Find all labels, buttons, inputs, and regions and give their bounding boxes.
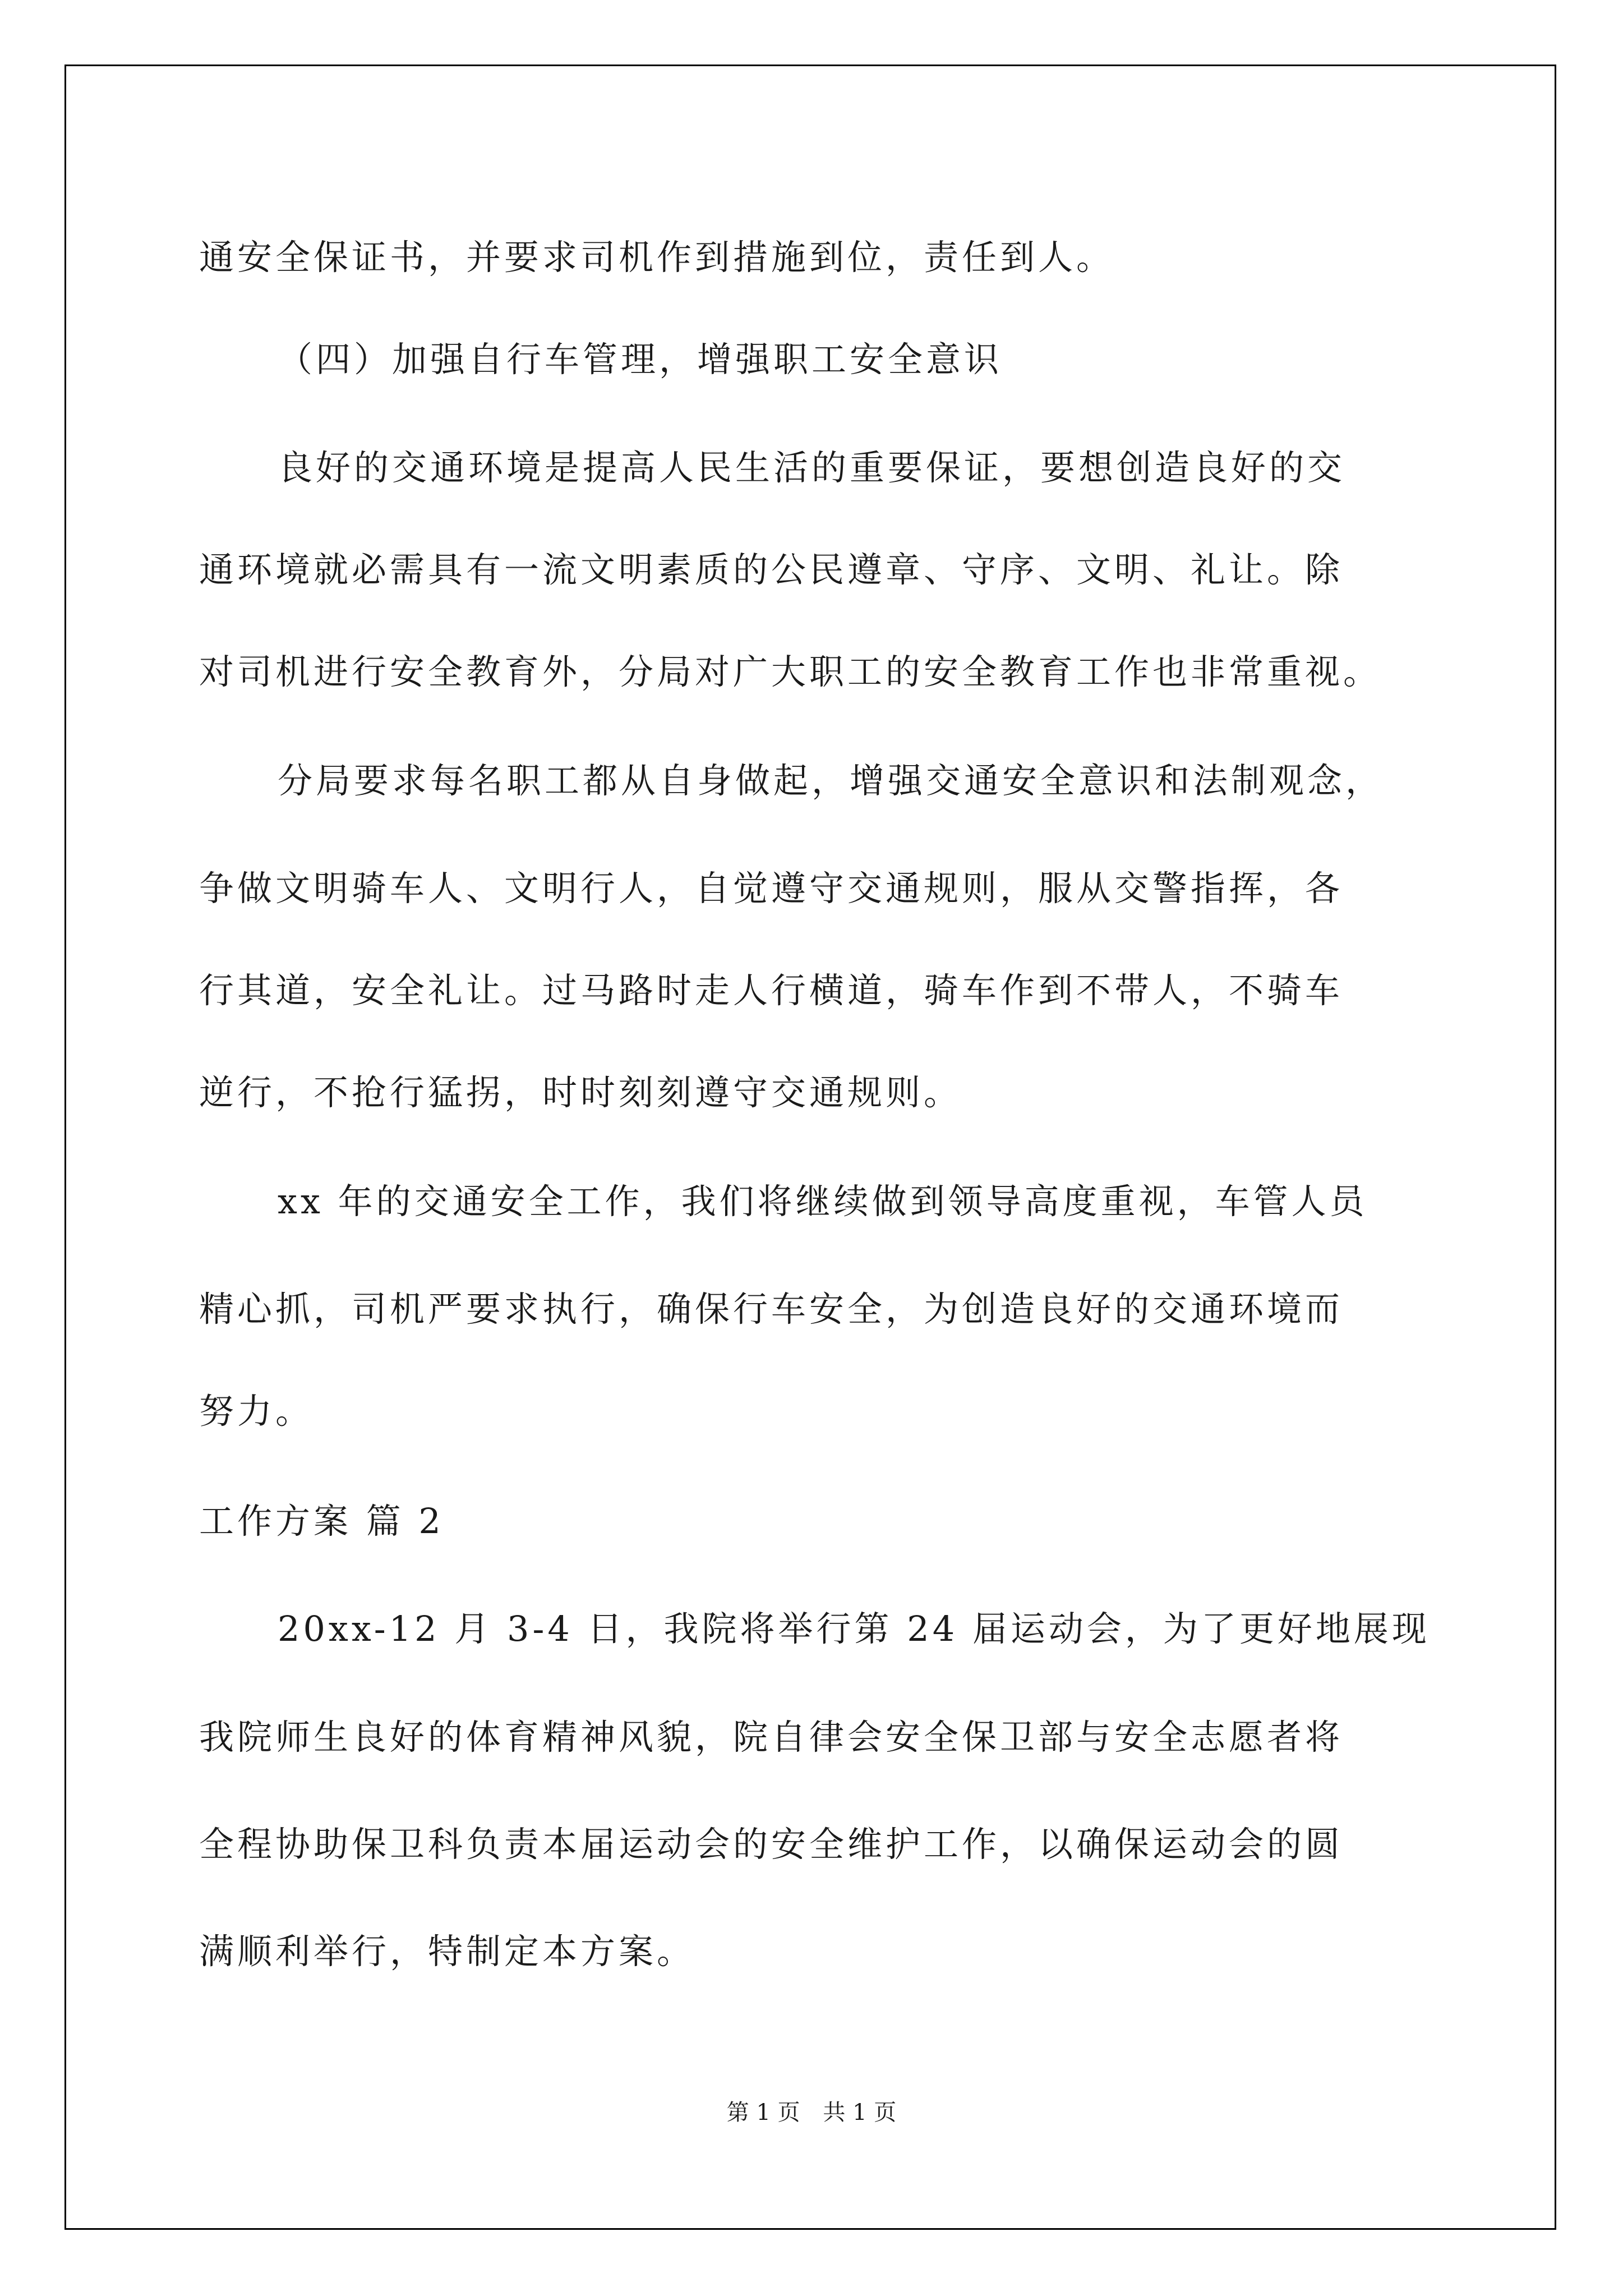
section-heading: （四）加强自行车管理，增强职工安全意识 [278, 339, 1003, 380]
paragraph-line: 争做文明骑车人、文明行人，自觉遵守交通规则，服从交警指挥，各 [199, 868, 1344, 909]
paragraph-line: 全程协助保卫科负责本届运动会的安全维护工作，以确保运动会的圆 [199, 1824, 1344, 1865]
page-border [64, 65, 1556, 2230]
paragraph-line: 通安全保证书，并要求司机作到措施到位，责任到人。 [199, 237, 1115, 278]
paragraph-line: 努力。 [199, 1391, 314, 1432]
paragraph-line: 对司机进行安全教育外，分局对广大职工的安全教育工作也非常重视。 [199, 651, 1382, 692]
paragraph-line: 精心抓，司机严要求执行，确保行车安全，为创造良好的交通环境而 [199, 1289, 1344, 1329]
paragraph-line: 行其道，安全礼让。过马路时走人行横道，骑车作到不带人，不骑车 [199, 970, 1344, 1011]
page-footer [0, 2101, 1623, 2124]
paragraph-line: 分局要求每名职工都从自身做起，增强交通安全意识和法制观念， [278, 760, 1384, 801]
page-number: 第 1 页 [726, 2100, 800, 2125]
paragraph-line: 20xx-12 月 3-4 日，我院将举行第 24 届运动会，为了更好地展现 [278, 1608, 1430, 1649]
paragraph-line: 满顺利举行，特制定本方案。 [199, 1931, 695, 1972]
paragraph-line: 通环境就必需具有一流文明素质的公民遵章、守序、文明、礼让。除 [199, 549, 1344, 590]
section-title: 工作方案 篇 2 [199, 1501, 444, 1542]
paragraph-line: 我院师生良好的体育精神风貌，院自律会安全保卫部与安全志愿者将 [199, 1717, 1344, 1757]
paragraph-line: xx 年的交通安全工作，我们将继续做到领导高度重视，车管人员 [278, 1181, 1368, 1222]
page-total: 共 1 页 [823, 2100, 897, 2125]
paragraph-line: 良好的交通环境是提高人民生活的重要保证，要想创造良好的交 [278, 447, 1346, 488]
paragraph-line: 逆行，不抢行猛拐，时时刻刻遵守交通规则。 [199, 1072, 962, 1113]
